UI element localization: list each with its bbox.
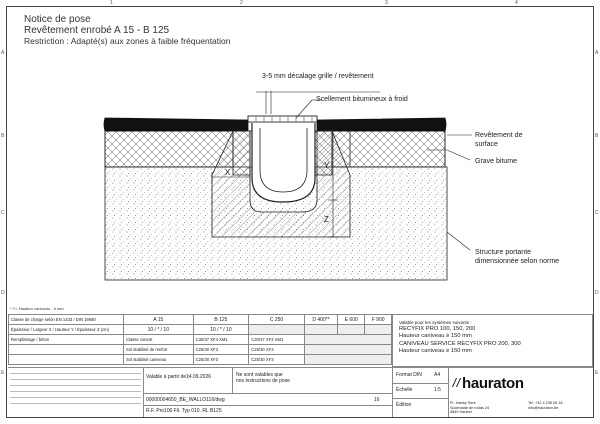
label-joint: Scellement bitumineux à froid [316,96,408,103]
table-cell: C25/30 XF3 [193,345,249,355]
table-cell: 10 / * / 10 [124,325,194,335]
label-surface-1: Revêtement de [475,132,523,139]
table-cell: Sol stabilisé caniveau [124,355,194,365]
footnote: * Y= Hauteur caniveau - 6 mm [10,306,64,311]
email: info@hauraton.be [528,405,559,410]
grate [248,116,317,122]
label-structure-2: dimensionnée selon norme [475,258,560,265]
valid-line: Hauteur caniveau ≥ 150 mm [399,333,472,340]
table-cell: C30/37 XF4 XM1 [193,335,249,345]
table-cell [249,325,305,335]
frame-number: 1 [110,0,113,6]
edition-label: Édition [396,402,412,408]
table-cell: C25/30 XF3 [193,355,249,365]
frame-letter: E [1,370,5,376]
valid-line: RECYFIX PRO 100, 150, 200 [399,326,476,333]
dim-z: Z [324,215,329,224]
table-cell: 10 / * / 10 [193,325,249,335]
surface-layer-left [104,118,248,131]
format-value: A4 [434,372,441,378]
scale-value: 1:5 [434,387,441,393]
address-line: Sociedade de rodas 24 [450,405,490,410]
table-cell [304,335,391,345]
valid-from-date: 14.09.2026 [186,374,212,380]
table-cell [338,325,365,335]
label-gravel: Grave bitume [475,158,518,165]
valid-systems-block [392,314,593,367]
table-cell: Remplissage / béton [9,335,124,345]
disclaimer [236,372,290,384]
frame-letter: E [595,370,599,376]
table-cell [304,355,391,365]
company-logo: hauraton [462,375,524,392]
company-address [450,401,489,415]
title-line-2: Revêtement enrobé A 15 - B 125 [24,25,170,36]
address-line: 4840 Hautrel [450,410,472,415]
frame-number: 4 [515,0,518,6]
hauraton-logo-icon [451,377,462,388]
table-header-cell: B 125 [193,315,249,325]
surface-layer-right [317,118,446,131]
dim-y: Y [324,161,330,170]
scale-label: Échelle [396,387,413,393]
frame-number: 2 [240,0,243,6]
page-number: 16 [374,397,380,403]
table-cell: Classe ciment [124,335,194,345]
format-label: Format DIN [396,372,422,378]
frame-letter: C [1,210,5,216]
address-line: Pr. Hanby Sent [450,401,476,405]
company-contact [528,401,563,410]
frame-number: 3 [385,0,388,6]
table-header-cell: C 250 [249,315,305,325]
table-header-cell: Classe de charge selon EN 1433 / DIN 19580 [9,315,124,325]
frame-letter: B [1,133,5,139]
table-cell [9,345,124,355]
table-cell [365,325,392,335]
label-surface-2: surface [475,141,498,148]
load-class-table [8,314,392,365]
phone: Tel. +32 4 236 05 18 [528,401,563,405]
table-cell [9,355,124,365]
dim-x: X [225,168,231,177]
frame-letter: D [595,290,599,296]
valid-line: Hauteur caniveau ≥ 150 mm [399,347,472,354]
table-header-cell: D 400** [304,315,337,325]
valid-heading: Valable pour les systèmes suivants : [399,320,472,325]
table-cell: C30/37 XF4 XM1 [249,335,305,345]
frame-letter: A [1,50,5,56]
table-cell: Épaisseur / Largeur X / Hauteur Y / Épaisseur Z (cm) [9,325,124,335]
frame-letter: A [595,50,599,56]
document-number: 00000004650_BE_WALLO116/dwg [146,397,225,403]
table-cell: C25/30 XF3 [249,355,305,365]
table-header-cell: E 600 [338,315,365,325]
valid-line: CANIVEAU SERVICE RECYFIX PRO 200, 300 [399,340,521,347]
disclaimer-line: Ne sont valables que [236,372,283,378]
table-cell [304,345,391,355]
label-offset: 3-5 mm décalage grille / revêtement [262,73,374,80]
table-header-cell: F 900 [365,315,392,325]
legal-notes [8,368,144,417]
table-cell: Sol stabilisé de renfort [124,345,194,355]
table-cell: C25/30 XF3 [249,345,305,355]
disclaimer-line: nos instructions de pose [236,378,290,384]
table-cell [304,325,337,335]
label-structure-1: Structure portante [475,249,532,256]
table-header-cell: A 15 [124,315,194,325]
frame-letter: C [595,210,599,216]
title-line-1: Notice de pose [24,14,91,25]
valid-from-label: Valable à partir de : [146,374,189,380]
title-line-3: Restriction : Adapté(s) aux zones à faible fréquentation [24,36,231,46]
reference: R.F. Pro100 Fil. Typ 010. RL B125 [146,408,222,414]
drainage-channel [252,123,315,202]
frame-letter: B [595,133,599,139]
frame-letter: D [1,290,5,296]
